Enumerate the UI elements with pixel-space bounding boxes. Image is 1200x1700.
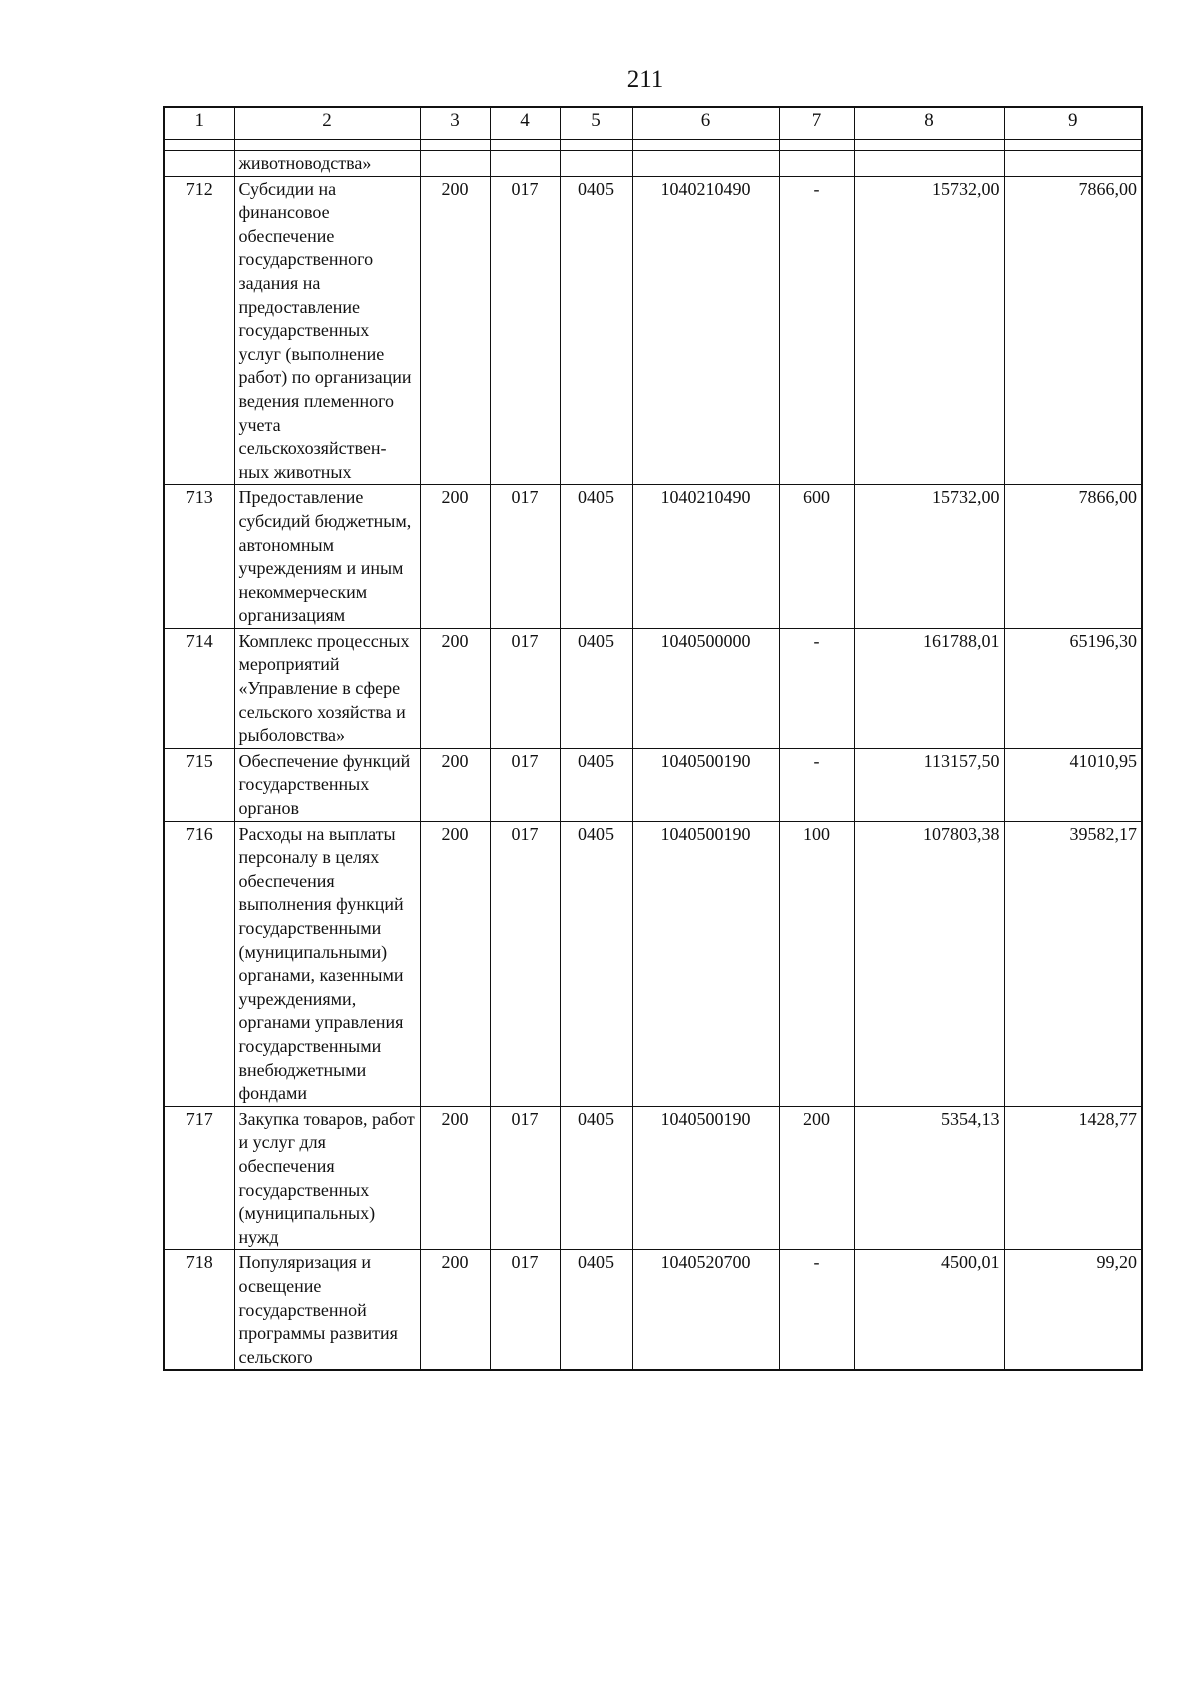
cell-col3: 200 <box>420 748 490 821</box>
cell-col7: - <box>779 1250 854 1370</box>
row-number: 713 <box>164 485 234 629</box>
cell-col3: 200 <box>420 485 490 629</box>
row-name: Обеспечение функций государственных органов <box>234 748 420 821</box>
cell-col5: 0405 <box>560 485 632 629</box>
cell-col5: 0405 <box>560 821 632 1106</box>
cell-col4: 017 <box>490 821 560 1106</box>
table-row <box>164 176 1142 485</box>
row-number: 716 <box>164 821 234 1106</box>
cell-col4: 017 <box>490 176 560 485</box>
row-name: Комплекс процессных мероприятий «Управление в сфере сельского хозяйства и рыболовства» <box>234 628 420 748</box>
continuation-row <box>164 151 1142 177</box>
column-header: 6 <box>632 107 779 140</box>
row-name: Популяризация и освещение государственной программы развития сельского <box>234 1250 420 1370</box>
table-row <box>164 485 1142 629</box>
column-header: 1 <box>164 107 234 140</box>
cell-col9: 7866,00 <box>1004 485 1142 629</box>
row-number: 715 <box>164 748 234 821</box>
row-number: 718 <box>164 1250 234 1370</box>
cell-col8: 161788,01 <box>854 628 1004 748</box>
cell-col3: 200 <box>420 176 490 485</box>
column-header: 4 <box>490 107 560 140</box>
budget-table <box>163 106 1143 1371</box>
cell-col6: 1040500190 <box>632 748 779 821</box>
cell-col8: 15732,00 <box>854 176 1004 485</box>
cell-col5: 0405 <box>560 628 632 748</box>
row-name: Закупка товаров, работ и услуг для обеспечения государственных (муниципальных) нужд <box>234 1106 420 1250</box>
cell-col4: 017 <box>490 628 560 748</box>
cell-col8: 107803,38 <box>854 821 1004 1106</box>
cell-col6: 1040210490 <box>632 176 779 485</box>
row-name: Расходы на выплаты персоналу в целях обеспечения выполнения функций государственными (муниципальными) органами, казенными учреждениями, органами управления государственными внебюджетными фондами <box>234 821 420 1106</box>
row-name: Предоставление субсидий бюджетным, автономным учреждениям и иным некоммерческим организациям <box>234 485 420 629</box>
cell-col9: 1428,77 <box>1004 1106 1142 1250</box>
spacer-row <box>164 140 1142 151</box>
cell-col4: 017 <box>490 1106 560 1250</box>
cell-col3: 200 <box>420 628 490 748</box>
cell-col8: 15732,00 <box>854 485 1004 629</box>
column-header: 8 <box>854 107 1004 140</box>
column-header: 3 <box>420 107 490 140</box>
table-row <box>164 821 1142 1106</box>
cell-col8: 113157,50 <box>854 748 1004 821</box>
row-number: 712 <box>164 176 234 485</box>
cell-col7: - <box>779 628 854 748</box>
cell-col7: 200 <box>779 1106 854 1250</box>
continuation-text: животноводства» <box>234 151 420 177</box>
cell-col4: 017 <box>490 1250 560 1370</box>
cell-col7: 100 <box>779 821 854 1106</box>
cell-col4: 017 <box>490 748 560 821</box>
cell-col6: 1040500190 <box>632 1106 779 1250</box>
cell-col5: 0405 <box>560 748 632 821</box>
table-row <box>164 1106 1142 1250</box>
cell-col3: 200 <box>420 1250 490 1370</box>
cell-col7: - <box>779 176 854 485</box>
column-header: 9 <box>1004 107 1142 140</box>
cell-col6: 1040210490 <box>632 485 779 629</box>
cell-col5: 0405 <box>560 1250 632 1370</box>
column-header: 2 <box>234 107 420 140</box>
cell-col9: 65196,30 <box>1004 628 1142 748</box>
table-row <box>164 1250 1142 1370</box>
cell-col7: - <box>779 748 854 821</box>
row-number: 714 <box>164 628 234 748</box>
cell-col5: 0405 <box>560 176 632 485</box>
cell-col8: 4500,01 <box>854 1250 1004 1370</box>
cell-col7: 600 <box>779 485 854 629</box>
cell-col3: 200 <box>420 1106 490 1250</box>
header-row <box>164 107 1142 140</box>
cell-col5: 0405 <box>560 1106 632 1250</box>
cell-col6: 1040500000 <box>632 628 779 748</box>
page-number: 211 <box>626 66 664 93</box>
row-number: 717 <box>164 1106 234 1250</box>
table-row <box>164 748 1142 821</box>
cell-col8: 5354,13 <box>854 1106 1004 1250</box>
cell-col9: 41010,95 <box>1004 748 1142 821</box>
column-header: 7 <box>779 107 854 140</box>
cell-col3: 200 <box>420 821 490 1106</box>
row-name: Субсидии на финансовое обеспечение государственного задания на предоставление государственных услуг (выполнение работ) по организации ведения племенного учета сельскохозяйствен-ных животных <box>234 176 420 485</box>
cell-col4: 017 <box>490 485 560 629</box>
cell-col9: 99,20 <box>1004 1250 1142 1370</box>
cell-col9: 7866,00 <box>1004 176 1142 485</box>
cell-col6: 1040500190 <box>632 821 779 1106</box>
cell-col6: 1040520700 <box>632 1250 779 1370</box>
column-header: 5 <box>560 107 632 140</box>
cell-col9: 39582,17 <box>1004 821 1142 1106</box>
table-row <box>164 628 1142 748</box>
